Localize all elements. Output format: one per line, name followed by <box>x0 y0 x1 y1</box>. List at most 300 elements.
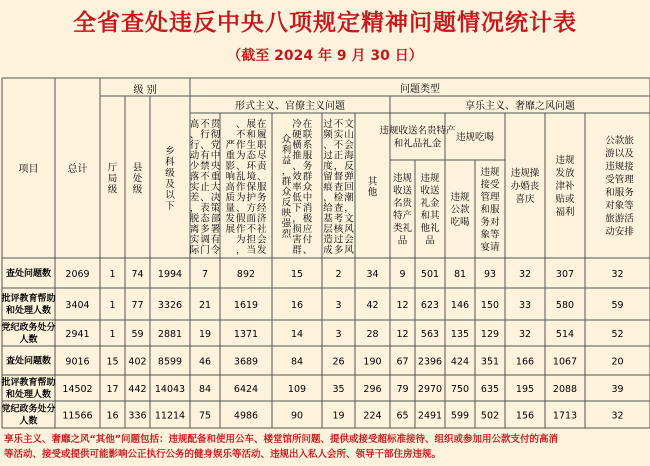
header-formalism-policy: 实 <box>189 181 200 193</box>
header-subsidy: 发放 <box>555 168 575 179</box>
header-formalism-meetings: 成 <box>323 244 333 256</box>
table-cell: 14043 <box>154 384 186 395</box>
header-formalism-policy: 行 <box>189 139 200 151</box>
header-formalism-policy: 禁 <box>200 160 210 172</box>
header-subsidy: 违规 <box>555 155 575 166</box>
header-formalism-policy: 表 <box>200 202 210 214</box>
table-cell: 502 <box>480 410 500 422</box>
header-formalism-meetings: ， <box>344 202 354 214</box>
header-formalism-policy: 令 <box>210 244 221 256</box>
table-cell: 46 <box>198 356 212 368</box>
table-cell: 623 <box>420 300 440 311</box>
header-formalism-service: 映 <box>281 208 292 219</box>
header-level-ting: 级 <box>107 184 118 196</box>
header-gift-specialty: 收送 <box>392 185 413 197</box>
table-cell: 514 <box>555 329 575 340</box>
table-cell: 402 <box>128 356 147 368</box>
header-formalism-meetings: 查 <box>333 181 344 193</box>
header-formalism-policy: 不 <box>200 171 210 183</box>
header-formalism-duty: 职 <box>256 139 267 151</box>
header-formalism-duty: 作 <box>235 223 246 235</box>
header-travel: 和服务 <box>605 187 634 199</box>
header-travel: 动安排 <box>605 226 634 238</box>
table-cell: 635 <box>480 384 500 395</box>
table-cell: 129 <box>480 329 500 340</box>
header-formalism-service: 下 <box>292 202 302 214</box>
header-formalism-policy: 、 <box>200 139 210 151</box>
table-cell: 2 <box>335 269 342 280</box>
table-cell: 6424 <box>233 384 259 395</box>
header-formalism-duty: 当 <box>246 244 257 256</box>
table-cell: 39 <box>611 384 624 395</box>
row-label: 和处理人数 <box>5 390 52 400</box>
header-formalism-meetings: 不 <box>333 139 344 151</box>
header-formalism-service: 益 <box>281 155 292 167</box>
table-cell: 15 <box>290 269 304 280</box>
header-formalism-duty: 发 <box>256 244 267 256</box>
header-formalism-policy: 多 <box>200 223 210 235</box>
row-label: 党纪政务处分 <box>1 404 56 415</box>
table-cell: 336 <box>128 410 147 422</box>
page-subtitle: （截至 2024 年 9 月 30 日） <box>227 48 423 64</box>
header-formalism-duty: 保 <box>246 181 257 193</box>
header-formalism-meetings: 痕 <box>323 181 333 193</box>
table-cell: 32 <box>518 269 532 280</box>
table-cell: 20 <box>611 356 624 368</box>
header-dining-banquet: 接受 <box>480 179 500 191</box>
table-cell: 2970 <box>417 384 443 395</box>
header-formalism-duty: 尽 <box>256 150 267 162</box>
table-cell: 2088 <box>552 384 578 395</box>
header-formalism-duty: 济 <box>256 213 267 225</box>
header-level-xian: 处 <box>132 173 143 185</box>
header-formalism-service: 反 <box>281 197 292 209</box>
header-formalism-meetings: 弹 <box>344 171 354 183</box>
table-cell: 12 <box>396 300 409 311</box>
table-cell: 2941 <box>65 329 90 340</box>
row-label: 人数 <box>19 416 38 427</box>
header-formalism-service: 服 <box>302 150 313 162</box>
header-wedding: 办婚丧 <box>510 181 540 192</box>
table-cell: 11214 <box>154 410 186 422</box>
header-formalism-service: 硬 <box>292 129 302 141</box>
table-cell: 150 <box>480 300 500 311</box>
table-cell: 11566 <box>62 410 93 422</box>
header-formalism-policy: ， <box>189 202 200 214</box>
table-cell: 3326 <box>157 300 183 311</box>
table-cell: 32 <box>611 410 624 422</box>
row-label: 党纪政务处分 <box>1 323 56 333</box>
header-formalism-meetings: 考 <box>333 213 344 225</box>
header-level-xiang: 下 <box>165 201 175 212</box>
header-level-xiang: 科 <box>165 157 175 168</box>
header-formalism-meetings: 海 <box>344 150 354 162</box>
header-formalism-duty: 、 <box>235 118 246 130</box>
header-formalism-meetings: 实 <box>333 129 344 141</box>
header-formalism-service: 效 <box>292 171 302 183</box>
header-formalism-policy: 止 <box>200 181 210 193</box>
header-formalism-meetings: 会 <box>344 139 354 151</box>
row-label: 和处理人数 <box>5 306 52 316</box>
header-subsidy: 贴或 <box>555 194 575 205</box>
table-cell: 351 <box>480 356 500 368</box>
header-formalism-service: 务 <box>302 160 313 172</box>
table-cell: 750 <box>450 384 470 395</box>
header-formalism-policy: 差 <box>189 192 200 204</box>
header-problem-type: 问题类型 <box>400 84 440 95</box>
header-formalism-service: 冷 <box>292 118 302 130</box>
header-formalism-service: 群 <box>292 244 302 256</box>
table-cell: 580 <box>555 300 575 311</box>
header-level-xiang: 以 <box>165 190 175 201</box>
header-formalism-duty: 量 <box>225 202 236 214</box>
header-formalism-duty: 在 <box>256 118 267 130</box>
header-dining-banquet: 宴请 <box>480 241 500 253</box>
header-formalism-service: 众 <box>281 187 292 198</box>
table-cell: 501 <box>420 269 440 280</box>
header-formalism-duty: 发 <box>225 213 236 225</box>
row-label: 批评教育帮助 <box>1 294 56 304</box>
header-formalism-other: 他 <box>367 187 378 198</box>
table-cell: 307 <box>555 269 575 280</box>
header-hedonism: 享乐主义、奢靡之风问题 <box>465 101 575 112</box>
header-formalism-meetings: ， <box>323 192 333 204</box>
header-formalism-service: 众 <box>281 134 292 146</box>
header-formalism-duty: 会 <box>256 234 267 246</box>
header-formalism-meetings: 回 <box>344 181 354 193</box>
table-cell: 156 <box>515 410 535 422</box>
header-subsidy: 福利 <box>555 207 575 218</box>
table-cell: 190 <box>363 356 382 368</box>
header-formalism-policy: 有 <box>200 150 210 162</box>
table-cell: 8599 <box>157 356 183 368</box>
header-formalism-policy: 态 <box>200 213 210 225</box>
header-dining-group: 违规吃喝 <box>455 132 495 143</box>
table-cell: 26 <box>332 356 345 368</box>
header-formalism-duty: 乱 <box>235 171 246 183</box>
header-formalism-duty: 为 <box>235 234 246 246</box>
header-formalism-duty: 为 <box>235 150 246 162</box>
header-formalism-duty: 护 <box>246 192 257 204</box>
header-formalism-meetings: 查 <box>333 202 344 214</box>
header-level-xian: 级 <box>132 184 143 196</box>
header-formalism-policy: 党 <box>210 139 221 151</box>
header-formalism-duty: 不 <box>235 129 246 141</box>
header-formalism-policy: 离 <box>189 223 200 235</box>
footnote-line: 享乐主义、奢靡之风“其他”问题包括：违规配备和使用公车、楼堂馆所问题、提供或接受超标准接待、组织或参加用公款支付的高消 <box>4 434 558 445</box>
header-gift-cash: 他礼 <box>420 223 440 234</box>
header-formalism-meetings: 正 <box>333 150 344 162</box>
header-travel: 公款旅 <box>605 135 634 147</box>
header-formalism-duty: 作 <box>235 139 246 151</box>
table-cell: 42 <box>366 300 379 311</box>
table-cell: 17 <box>106 384 119 395</box>
header-formalism-duty: 责 <box>256 160 267 172</box>
table-cell: 1067 <box>552 356 578 368</box>
header-formalism-duty: 不 <box>246 223 257 235</box>
header-gift-cash: 和其 <box>420 210 440 222</box>
header-formalism-meetings: 造 <box>323 234 333 246</box>
header-formalism-service: 群 <box>302 171 313 183</box>
header-formalism-meetings: 层 <box>323 223 333 235</box>
header-formalism-duty: 、 <box>235 202 246 214</box>
header-level: 级 别 <box>133 85 157 96</box>
table-cell: 1 <box>109 269 116 280</box>
header-formalism-policy: 动 <box>189 150 200 162</box>
header-formalism-service: 中 <box>302 192 313 204</box>
header-formalism-service: 、 <box>292 160 302 172</box>
table-cell: 135 <box>450 329 470 340</box>
table-cell: 65 <box>396 410 409 422</box>
header-formalism-policy: 署 <box>210 223 221 235</box>
header-formalism-service: 、 <box>302 244 313 256</box>
table-cell: 59 <box>611 300 624 311</box>
header-formalism-duty: 作 <box>235 181 246 193</box>
header-dining-public: 吃喝 <box>450 216 470 228</box>
table-cell: 67 <box>396 356 409 368</box>
header-level-ting: 局 <box>107 173 118 185</box>
table-cell: 1713 <box>552 410 578 422</box>
table-cell: 109 <box>287 384 307 395</box>
table-cell: 90 <box>290 410 304 422</box>
table-cell: 3689 <box>233 356 259 368</box>
table-cell: 79 <box>396 384 409 395</box>
header-formalism-meetings: 、 <box>323 139 333 151</box>
header-formalism-policy: 重 <box>210 171 221 183</box>
header-dining-public: 违规 <box>450 191 470 203</box>
row-label: 查处问题数 <box>5 356 52 367</box>
header-formalism-meetings: 文 <box>344 118 354 130</box>
table-cell: 21 <box>198 300 212 311</box>
table-cell: 224 <box>363 410 382 422</box>
header-formalism-meetings: 频 <box>323 129 333 141</box>
header-formalism-duty: 环 <box>246 160 257 172</box>
header-formalism-meetings: 会 <box>344 234 354 246</box>
header-formalism-meetings: 风 <box>344 244 354 256</box>
header-formalism-duty: 服 <box>256 181 267 193</box>
header-formalism-meetings: 风 <box>344 223 354 235</box>
header-gift-specialty: 类礼 <box>392 223 413 234</box>
table-cell: 9016 <box>65 356 90 368</box>
header-formalism-service: 在 <box>302 118 313 130</box>
header-gift-specialty: 特产 <box>392 210 413 222</box>
header-formalism-service: 损 <box>292 223 302 235</box>
header-formalism-meetings: 给 <box>323 202 333 214</box>
header-formalism-duty: 面 <box>246 213 257 225</box>
table-cell: 892 <box>236 269 256 280</box>
header-dining-public: 公款 <box>450 204 470 216</box>
table-cell: 16 <box>290 300 304 311</box>
header-formalism-service: 烈 <box>281 229 292 240</box>
table-cell: 3 <box>335 300 342 311</box>
table-cell: 77 <box>131 300 144 311</box>
header-formalism-duty: 响 <box>225 171 236 183</box>
header-formalism-policy: 高 <box>189 118 200 130</box>
table-cell: 75 <box>198 410 212 422</box>
header-level-xiang: 乡 <box>165 146 175 157</box>
header-formalism-service: 率 <box>292 181 302 193</box>
header-formalism-service: ， <box>281 166 292 177</box>
header-gift-specialty: 品 <box>397 235 408 247</box>
table-cell: 2881 <box>157 329 183 340</box>
header-formalism-policy: 落 <box>189 171 200 183</box>
row-label: 批评教育帮助 <box>1 378 56 388</box>
header-formalism-policy: 、 <box>189 129 200 141</box>
header-level-xiang: 级 <box>165 168 175 179</box>
header-formalism-meetings: 检 <box>333 192 344 204</box>
table-cell: 2396 <box>417 356 443 368</box>
header-formalism-duty: 经 <box>256 202 267 214</box>
header-formalism-duty: 重 <box>225 150 236 162</box>
table-cell: 19 <box>198 329 212 340</box>
header-formalism-policy: 策 <box>210 202 221 214</box>
header-formalism-service: 应 <box>302 223 313 235</box>
header-formalism-service: 强 <box>281 218 292 230</box>
header-formalism-policy: 际 <box>189 244 200 256</box>
header-gift-specialty: 名贵 <box>392 198 413 209</box>
table-cell: 28 <box>366 329 379 340</box>
header-gift-group: 和礼品礼金 <box>393 138 442 150</box>
header-formalism-duty: 、 <box>235 160 246 172</box>
header-formalism-meetings: ， <box>333 160 344 172</box>
header-formalism-policy: 脱 <box>189 213 200 225</box>
header-wedding: 喜庆 <box>515 194 535 205</box>
header-formalism-policy: 中 <box>210 150 221 162</box>
header-formalism-policy: 彻 <box>210 129 221 141</box>
header-formalism-policy: 实 <box>189 234 200 246</box>
header-formalism-policy: 门 <box>200 244 210 256</box>
header-travel: 违规接 <box>605 161 634 173</box>
table-cell: 16 <box>106 410 119 422</box>
header-formalism-duty: ， <box>235 244 246 256</box>
table-cell: 146 <box>450 300 470 311</box>
table-cell: 2069 <box>65 269 90 280</box>
header-formalism-meetings: 过 <box>323 150 333 162</box>
header-formalism-service: ， <box>292 213 302 225</box>
table-cell: 1619 <box>233 300 259 311</box>
header-formalism-policy: 不 <box>200 118 210 130</box>
header-formalism-meetings: 留 <box>323 171 333 183</box>
header-level-ting: 厅 <box>107 162 118 174</box>
header-formalism-policy: 行 <box>200 129 210 141</box>
header-formalism-meetings: 反 <box>344 160 354 172</box>
header-travel: 旅游活 <box>605 213 634 225</box>
table-cell: 59 <box>131 329 144 340</box>
table-cell: 166 <box>515 356 535 368</box>
header-formalism-duty: 影 <box>225 160 236 172</box>
header-formalism-duty: 展 <box>225 223 236 235</box>
table-cell: 32 <box>518 329 532 340</box>
header-dining-banquet: 和服 <box>480 204 500 216</box>
page-title: 全省查处违反中央八项规定精神问题情况统计表 <box>73 10 577 36</box>
footnote-line: 等活动、接受或提供可能影响公正执行公务的健身娱乐等活动、违规出入私人会所、领导干部住房违规。 <box>4 449 442 460</box>
header-travel: 对象等 <box>605 200 634 212</box>
header-formalism-service: 推 <box>292 150 302 162</box>
header-formalism-meetings: 过 <box>333 234 344 246</box>
table-cell: 1371 <box>233 329 259 340</box>
table-cell: 2491 <box>417 410 443 422</box>
table-cell: 12 <box>396 329 409 340</box>
header-formalism: 形式主义、官僚主义问题 <box>235 101 345 112</box>
footnote <box>4 432 650 462</box>
header-formalism-duty: 、 <box>256 171 267 183</box>
header-formalism-service: 利 <box>281 145 292 156</box>
header-formalism-duty: 担 <box>246 234 257 246</box>
header-formalism-policy: 决 <box>210 192 221 204</box>
header-formalism-service: 害 <box>292 234 302 246</box>
table-cell: 14502 <box>62 384 93 395</box>
header-formalism-duty: 态 <box>246 150 257 162</box>
header-formalism-service: 付 <box>302 234 313 246</box>
row-label: 查处问题数 <box>5 269 52 279</box>
header-dining-banquet: 务对 <box>480 216 500 228</box>
table-cell: 195 <box>515 384 535 395</box>
table-cell: 1 <box>109 329 116 340</box>
header-formalism-policy: 、 <box>200 192 210 204</box>
table-cell: 3404 <box>65 300 90 311</box>
header-subsidy: 津补 <box>555 181 575 192</box>
table-cell: 9 <box>399 269 406 280</box>
table-cell: 14 <box>290 329 304 340</box>
header-gift-cash: 收送 <box>420 185 440 197</box>
header-formalism-meetings: 文 <box>344 213 354 225</box>
header-travel: 受管理 <box>605 174 634 186</box>
table-cell: 32 <box>611 269 624 280</box>
header-formalism-policy: 有 <box>210 234 221 246</box>
header-formalism-duty: 质 <box>225 192 236 204</box>
table-cell: 93 <box>483 269 497 280</box>
table-cell: 4986 <box>233 410 259 422</box>
header-formalism-duty: 履 <box>256 129 267 141</box>
table-cell: 599 <box>450 410 470 422</box>
header-dining-banquet: 违规 <box>480 166 500 178</box>
header-level-xiang: 及 <box>165 179 175 190</box>
header-dining-banquet: 管理 <box>480 191 500 203</box>
header-item: 项目 <box>18 164 39 175</box>
header-formalism-duty: 和 <box>246 129 257 141</box>
header-formalism-duty: 方 <box>246 202 257 214</box>
table-cell: 19 <box>332 410 345 422</box>
table-cell: 34 <box>366 269 379 280</box>
header-formalism-policy: 大 <box>210 181 221 193</box>
header-formalism-duty: 为 <box>235 192 246 204</box>
header-gift-specialty: 违规 <box>392 173 413 184</box>
header-formalism-duty: 假 <box>235 213 246 225</box>
table-cell: 7 <box>201 269 209 280</box>
header-formalism-meetings: 督 <box>333 171 344 183</box>
header-formalism-service: 群 <box>281 176 292 188</box>
header-formalism-service: 联 <box>302 129 313 141</box>
header-formalism-policy: 部 <box>210 213 221 225</box>
table-cell: 33 <box>518 300 532 311</box>
table-cell: 81 <box>453 269 467 280</box>
header-formalism-meetings: 山 <box>344 129 354 141</box>
header-formalism-policy: 贯 <box>210 118 221 130</box>
header-formalism-meetings: 度 <box>323 160 333 172</box>
header-travel: 游以及 <box>605 148 634 160</box>
table-cell: 84 <box>198 384 212 395</box>
header-formalism-service: 系 <box>302 139 313 151</box>
header-formalism-duty: 高 <box>225 181 236 193</box>
table-cell: 74 <box>131 269 144 280</box>
table-cell: 15 <box>106 356 119 368</box>
header-formalism-meetings: 不 <box>333 118 344 130</box>
header-formalism-meetings: 潮 <box>344 192 354 204</box>
header-formalism-meetings: 多 <box>333 244 344 256</box>
header-formalism-duty: 展 <box>246 118 257 130</box>
row-label: 人数 <box>19 335 38 345</box>
header-gift-cash: 品 <box>425 235 435 247</box>
